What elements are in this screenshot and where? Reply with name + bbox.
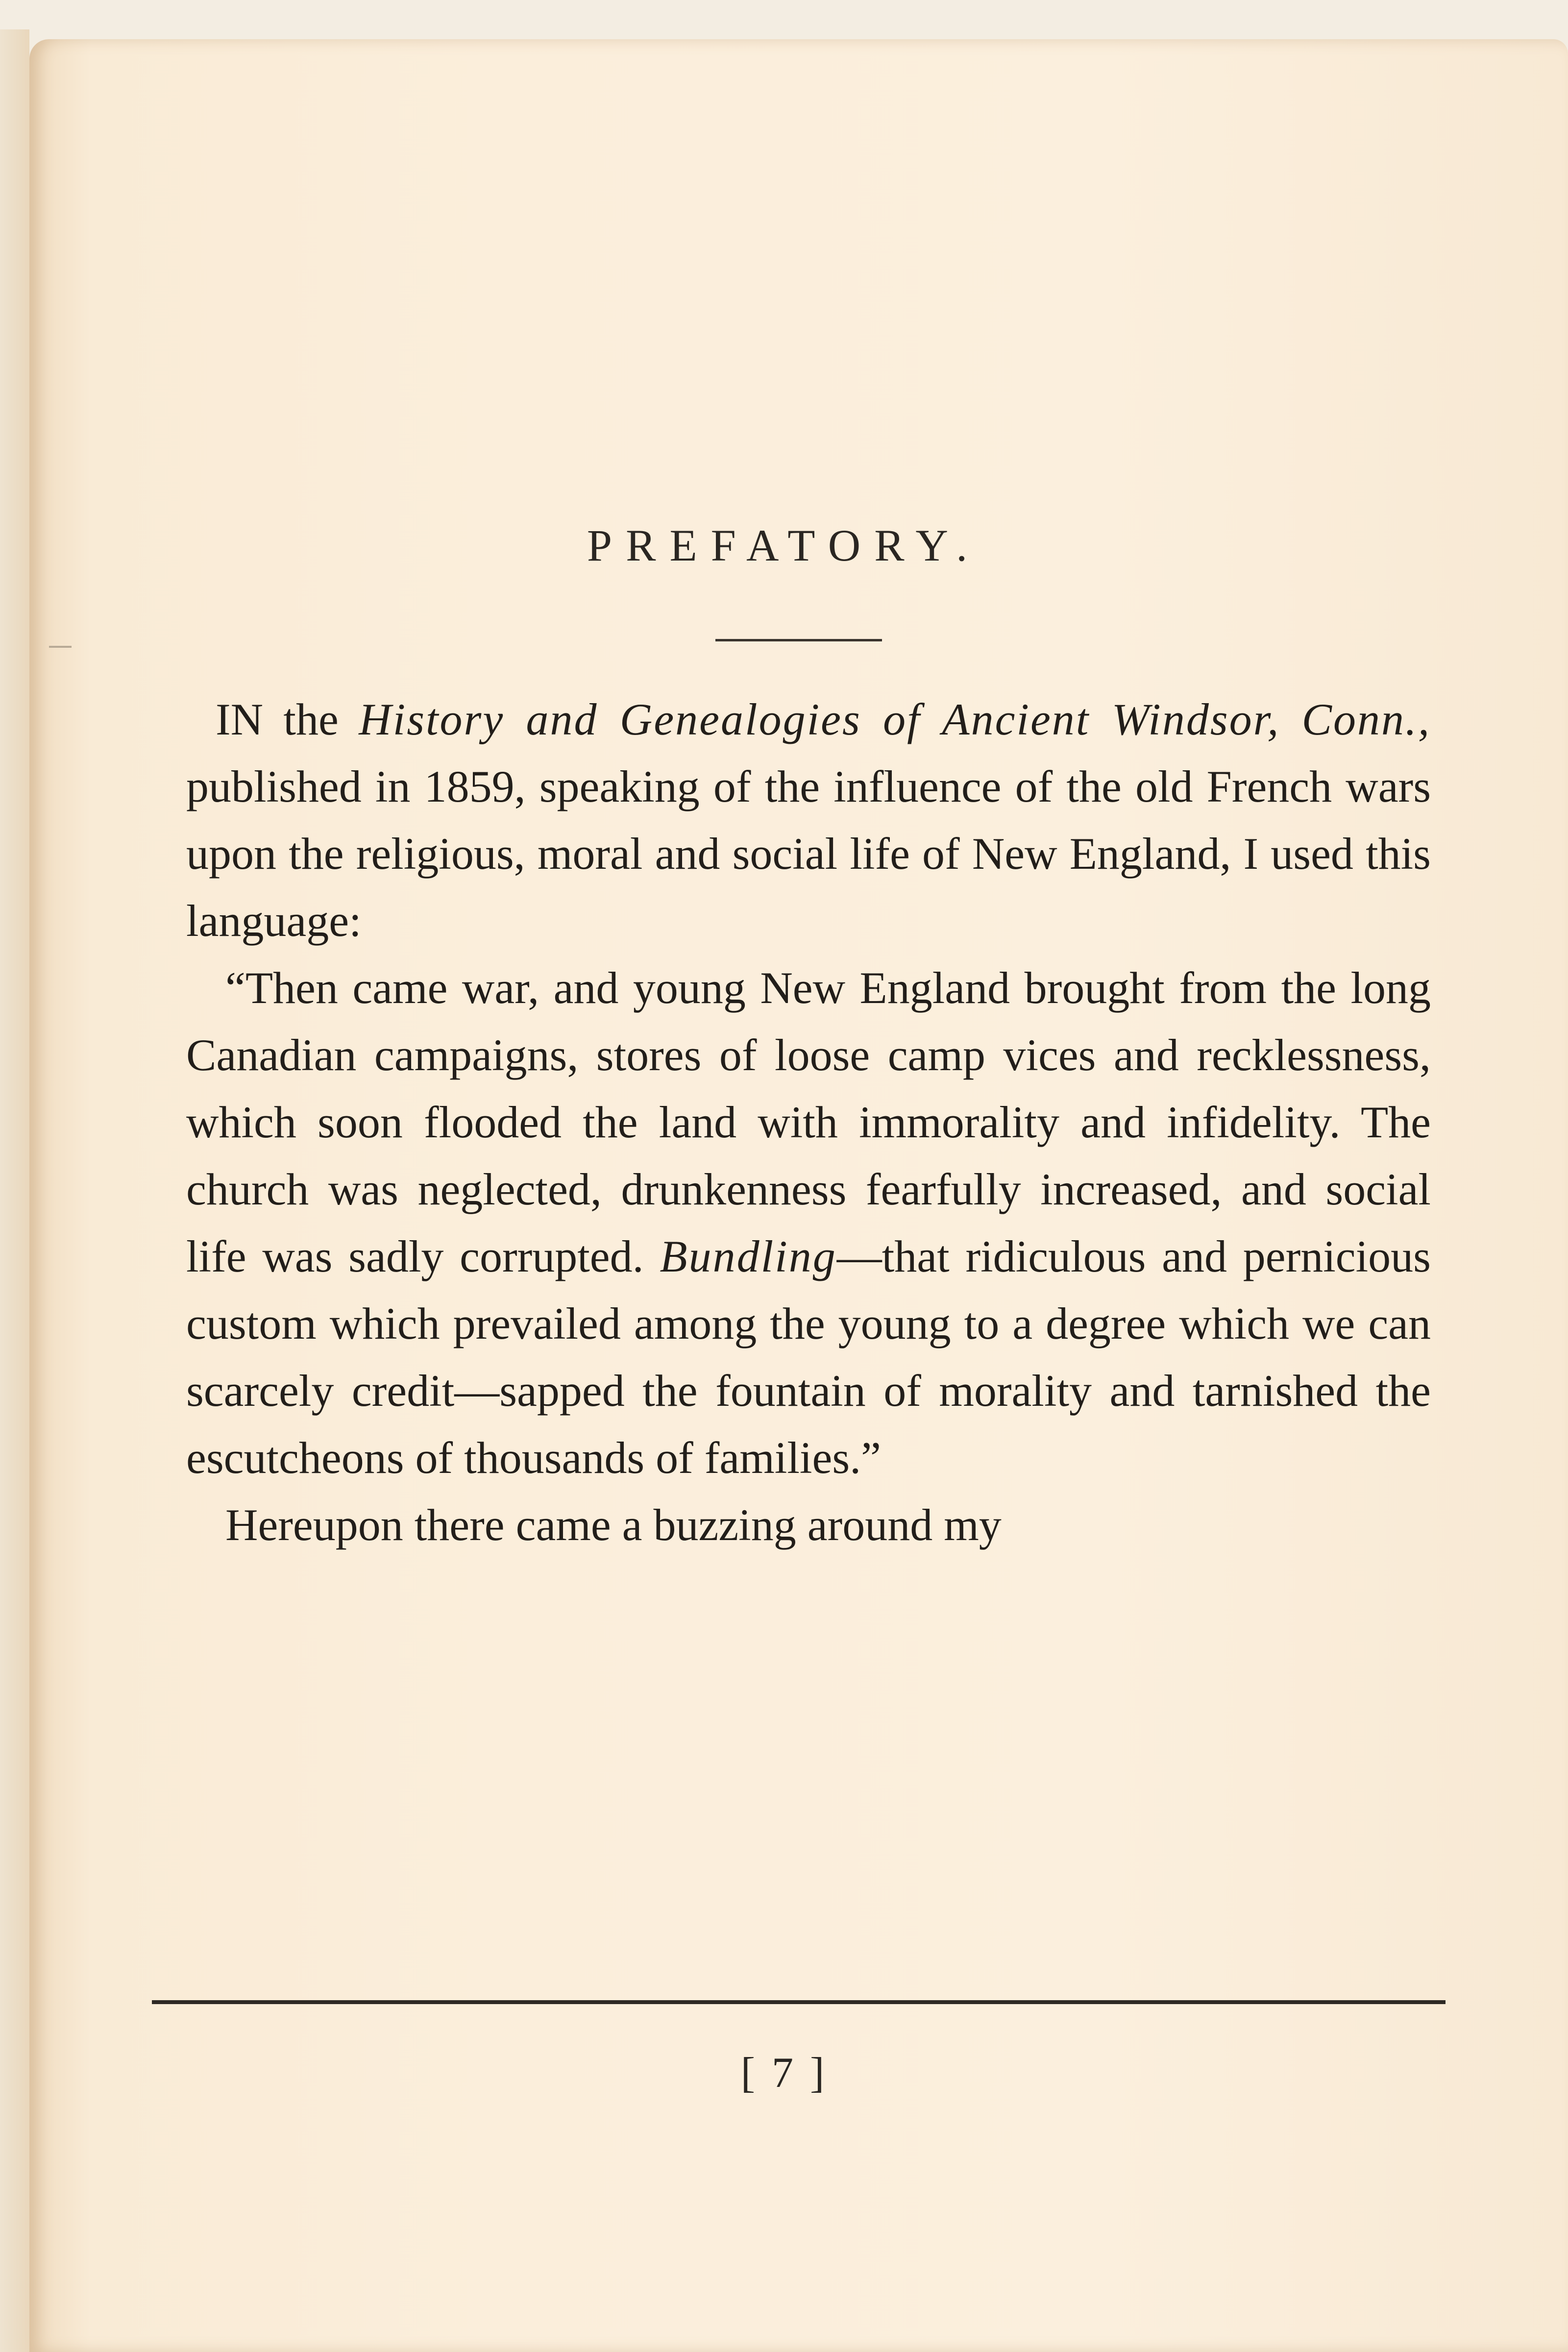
text-span: published in 1859, speaking of the influence of the old French wars upon the religious, moral and social life of New England, I used this language: — [186, 761, 1431, 946]
page-edge — [0, 29, 29, 2352]
paragraph-2 — [186, 955, 1431, 1492]
text-span: “Then came war, and young New England brought from the long Canadian campaigns, stores of loose camp vices and recklessness, which soon flooded the land with immorality and infidelity. The church was neglected, drunkenness fearfully increased, and social life was sadly corrupted. — [186, 963, 1431, 1281]
paragraph-1 — [186, 686, 1431, 955]
margin-mark — [49, 646, 72, 648]
text-span: —that ridiculous and pernicious custom which prevailed among the young to a degree which we can scarcely credit—sapped the fountain of morality and tarnished the escutcheons of thousands of families.” — [186, 1231, 1431, 1483]
emphasis-bundling: Bundling — [660, 1231, 837, 1281]
text-span: Hereupon there came a buzzing around my — [225, 1500, 1002, 1550]
text-span: IN the — [216, 694, 359, 744]
heading-rule — [715, 639, 882, 641]
page-number: [ 7 ] — [740, 2049, 828, 2097]
body-text — [186, 686, 1431, 1559]
footer-rule — [152, 2000, 1446, 2004]
book-title: History and Genealogies of Ancient Windsor, Conn., — [359, 694, 1431, 744]
page-heading: PREFATORY. — [587, 520, 981, 570]
paragraph-3 — [186, 1492, 1431, 1559]
